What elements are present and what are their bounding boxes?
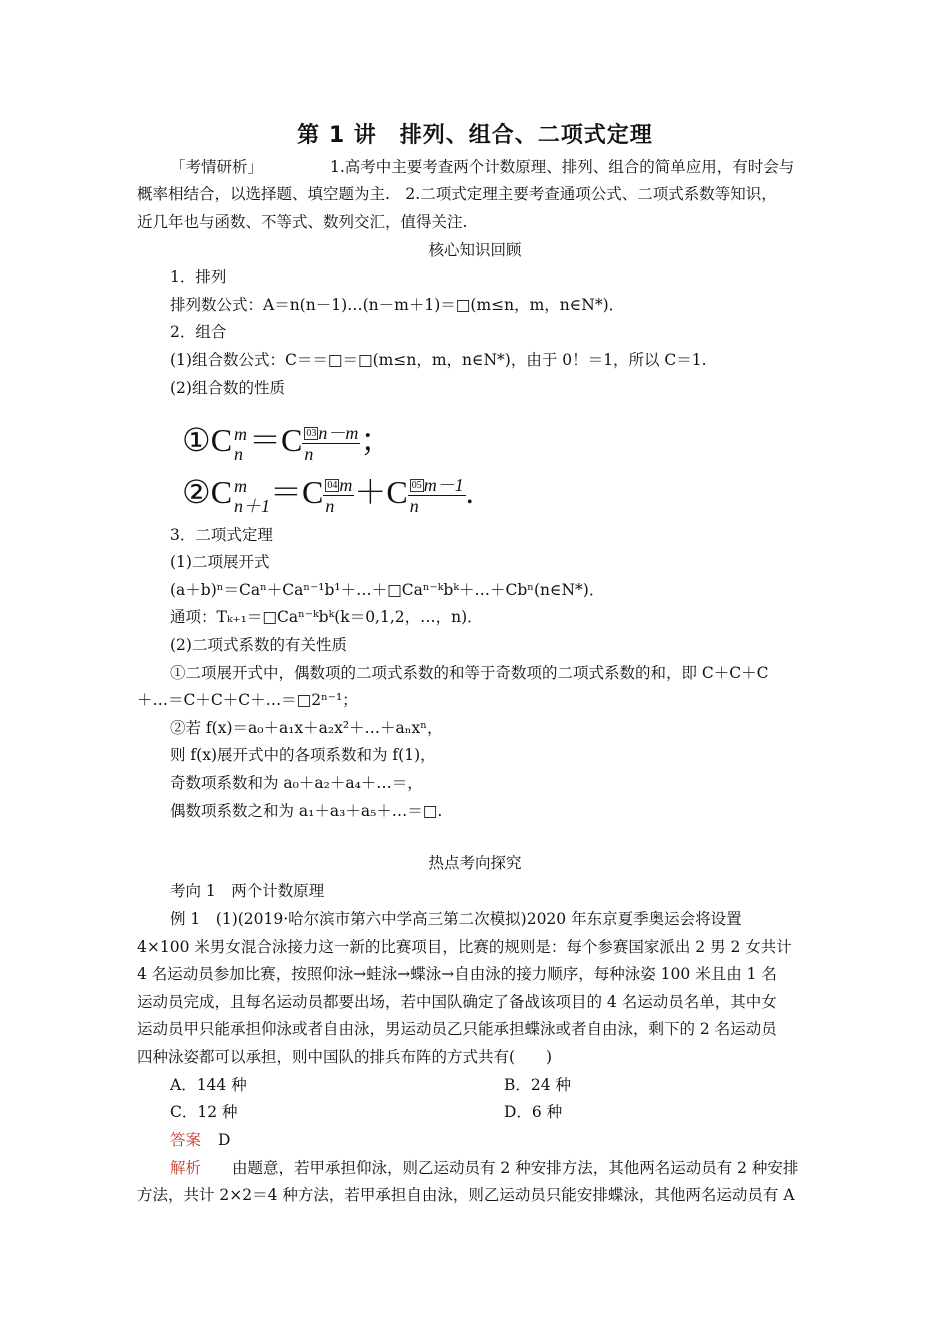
intro-line-1: 1.高考中主要考查两个计数原理、排列、组合的简单应用，有时会与 <box>330 158 795 176</box>
binomial-expansion: (a＋b)ⁿ＝Caⁿ＋Caⁿ⁻¹b¹＋…＋□Caⁿ⁻ᵏbᵏ＋…＋Cbⁿ(n∈N*)． <box>170 581 605 599</box>
property-1-line-2: ＋…＝C＋C＋C＋…＝□2ⁿ⁻¹； <box>137 691 358 709</box>
binomial-expansion-label: (1)二项展开式 <box>170 553 270 571</box>
property-2-line-1: ②若 f(x)＝a₀＋a₁x＋a₂x²＋…＋aₙxⁿ， <box>170 719 443 737</box>
option-d: D．6 种 <box>504 1103 563 1121</box>
section-heading-explore: 热点考向探究 <box>428 854 522 872</box>
binomial-properties: (2)二项式系数的有关性质 <box>170 636 347 654</box>
property-2-line-3: 奇数项系数和为 a₀＋a₂＋a₄＋…＝， <box>170 774 423 792</box>
intro-line-3: 近几年也与函数、不等式、数列交汇，值得关注. <box>137 213 468 231</box>
answer-label: 答案 <box>170 1131 202 1149</box>
page-title: 第 1 讲 排列、组合、二项式定理 <box>297 123 653 148</box>
intro-line-2: 概率相结合，以选择题、填空题为主. 2.二项式定理主要考查通项公式、二项式系数等知识， <box>137 185 777 203</box>
heading-combination: 2．组合 <box>170 323 227 341</box>
property-1-line-1: ①二项展开式中，偶数项的二项式系数的和等于奇数项的二项式系数的和，即 C＋C＋C <box>170 664 769 682</box>
question-line-5: 运动员甲只能承担仰泳或者自由泳，男运动员乙只能承担蝶泳或者自由泳，剩下的 2 名运动员 <box>137 1020 777 1038</box>
combination-property-2: ②C m n＋1 ＝C $\frac{04 m}{n}$ ＋C $\frac{05 m-1}{n}$ . <box>182 474 474 517</box>
solution-line-1: 由题意，若甲承担仰泳，则乙运动员有 2 种安排方法，其他两名运动员有 2 种安排 <box>232 1159 799 1177</box>
topic-heading: 考向 1 两个计数原理 <box>170 882 325 900</box>
property-2-line-4: 偶数项系数之和为 a₁＋a₃＋a₅＋…＝□. <box>170 802 443 820</box>
combination-properties: (2)组合数的性质 <box>170 379 285 397</box>
solution-label: 解析 <box>170 1159 202 1177</box>
heading-permutation: 1．排列 <box>170 268 227 286</box>
combination-property-1: ①C m n ＝C $\frac{03 n-m}{n}$ ； <box>182 422 393 465</box>
combination-formula: (1)组合数公式：C＝＝□＝□(m≤n，m，n∈N*)，由于 0！＝1，所以 C＝1. <box>170 351 707 369</box>
answer-tag-04: 04 <box>327 480 338 492</box>
solution-line-2: 方法，共计 2×2＝4 种方法，若甲承担自由泳，则乙运动员只能安排蝶泳，其他两名运动员有 A <box>137 1186 795 1204</box>
option-c: C．12 种 <box>170 1103 238 1121</box>
question-line-4: 运动员完成，且每名运动员都要出场，若中国队确定了备战该项目的 4 名运动员名单，其中女 <box>137 993 777 1011</box>
option-b: B．24 种 <box>504 1076 572 1094</box>
permutation-formula: 排列数公式：A＝n(n－1)…(n－m＋1)＝□(m≤n，m，n∈N*)． <box>170 296 625 314</box>
question-line-1: 例 1 (1)(2019·哈尔滨市第六中学高三第二次模拟)2020 年东京夏季奥运会将设置 <box>170 910 742 928</box>
question-line-2: 4×100 米男女混合泳接力这一新的比赛项目，比赛的规则是：每个参赛国家派出 2 男 2 女共计 <box>137 938 792 956</box>
option-a: A．144 种 <box>170 1076 247 1094</box>
section-heading-review: 核心知识回顾 <box>428 241 522 259</box>
answer-value: D <box>218 1131 231 1149</box>
answer-tag-05: 05 <box>411 480 422 492</box>
heading-binomial: 3．二项式定理 <box>170 526 273 544</box>
general-term: 通项：Tₖ₊₁＝□Caⁿ⁻ᵏbᵏ(k＝0,1,2，…，n)． <box>170 608 483 626</box>
question-line-6: 四种泳姿都可以承担，则中国队的排兵布阵的方式共有( ) <box>137 1048 553 1066</box>
question-line-3: 4 名运动员参加比赛，按照仰泳→蛙泳→蝶泳→自由泳的接力顺序，每种泳姿 100 米且由 1 名 <box>137 965 777 983</box>
answer-tag-03: 03 <box>306 428 317 440</box>
property-2-line-2: 则 f(x)展开式中的各项系数和为 f(1)， <box>170 746 436 764</box>
intro-label: 「考情研析」 <box>170 158 264 176</box>
